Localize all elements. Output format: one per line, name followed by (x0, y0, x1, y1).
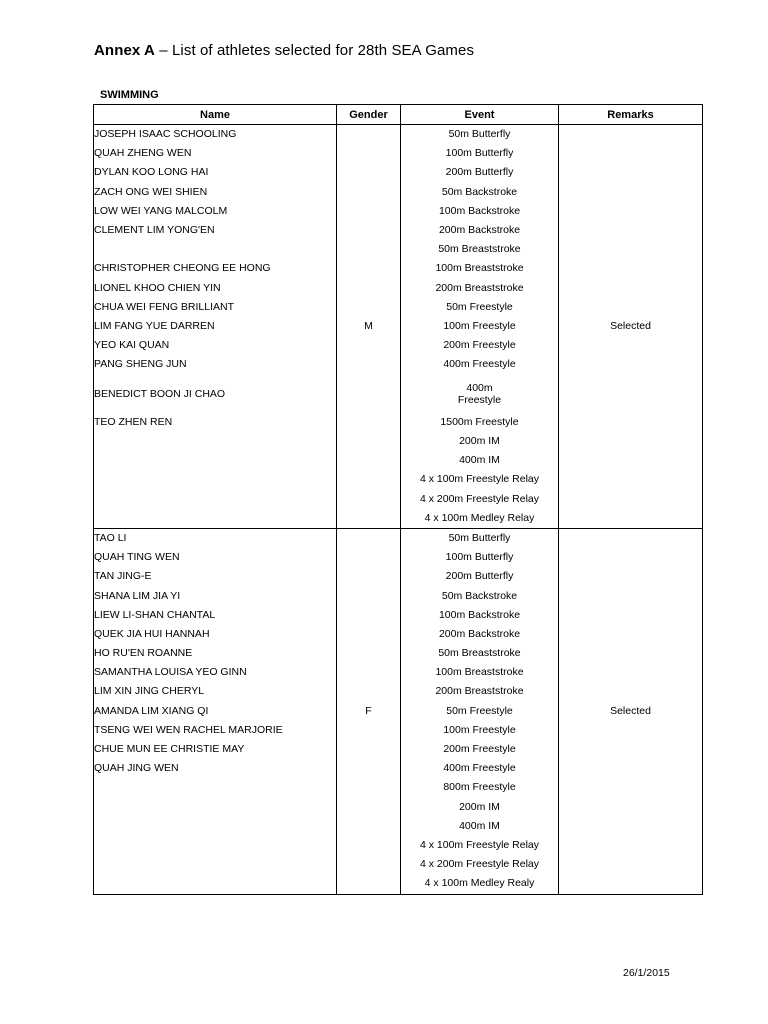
athlete-name: LOW WEI YANG MALCOLM (94, 204, 228, 217)
event-item: 50m Breaststroke (438, 647, 521, 660)
athlete-name: PANG SHENG JUN (94, 358, 187, 371)
athlete-name: QUEK JIA HUI HANNAH (94, 627, 210, 640)
athlete-name: DYLAN KOO LONG HAI (94, 166, 209, 179)
annex-label: Annex A (94, 42, 155, 59)
event-item (401, 374, 558, 412)
table-header-row (94, 105, 703, 125)
event-item: 200m IM (459, 800, 500, 813)
section-label: SWIMMING (100, 89, 159, 101)
event-label: 400m Freestyle (457, 381, 502, 406)
event-item: 100m Butterfly (445, 147, 514, 160)
title-text: – List of athletes selected for 28th SEA Games (155, 42, 475, 59)
event-item: 1500m Freestyle (440, 415, 519, 428)
column-header-name: Name (94, 105, 337, 125)
event-item: 100m Breaststroke (435, 262, 524, 275)
event-item: 100m Freestyle (443, 319, 516, 332)
event-item: 4 x 100m Freestyle Relay (419, 838, 540, 851)
column-header-remarks: Remarks (559, 105, 703, 125)
event-item: 400m IM (459, 454, 500, 467)
athlete-name: SHANA LIM JIA YI (94, 589, 181, 602)
athlete-name: QUAH ZHENG WEN (94, 147, 192, 160)
event-item: 200m Butterfly (445, 570, 514, 583)
event-item: 100m Breaststroke (435, 666, 524, 679)
event-item: 800m Freestyle (443, 781, 516, 794)
event-item: 200m Backstroke (438, 223, 521, 236)
event-item: 50m Butterfly (448, 128, 511, 140)
footer-date: 26/1/2015 (623, 967, 670, 979)
athlete-name: TAN JING-E (94, 570, 152, 583)
name-cell (94, 528, 337, 894)
name-cell (94, 125, 337, 529)
remarks-cell: Selected (559, 528, 703, 894)
event-item: 50m Freestyle (446, 300, 513, 313)
athlete-name: CHRISTOPHER CHEONG EE HONG (94, 262, 271, 275)
event-item: 100m Freestyle (443, 723, 516, 736)
athlete-name: YEO KAI QUAN (94, 339, 170, 352)
event-item: 4 x 200m Freestyle Relay (419, 492, 540, 505)
athlete-name: SAMANTHA LOUISA YEO GINN (94, 666, 247, 679)
athlete-name (94, 240, 336, 259)
athlete-name: ZACH ONG WEI SHIEN (94, 185, 208, 198)
event-item: 400m Freestyle (443, 762, 516, 775)
athlete-name: QUAH JING WEN (94, 762, 179, 775)
event-item: 200m Freestyle (443, 743, 516, 756)
gender-cell: M (337, 125, 401, 529)
athlete-name: BENEDICT BOON JI CHAO (94, 387, 226, 400)
document-title (94, 42, 474, 59)
event-item: 200m Backstroke (438, 627, 521, 640)
athlete-name: LIM XIN JING CHERYL (94, 685, 205, 698)
athlete-name: LIM FANG YUE DARREN (94, 319, 215, 332)
event-item: 4 x 100m Medley Realy (424, 877, 535, 890)
athlete-name: QUAH TING WEN (94, 551, 180, 564)
event-cell (401, 125, 559, 529)
gender-cell: F (337, 528, 401, 894)
event-item: 50m Backstroke (441, 589, 518, 602)
column-header-event: Event (401, 105, 559, 125)
event-item: 200m Freestyle (443, 339, 516, 352)
table-row (94, 125, 703, 529)
event-item: 4 x 100m Medley Relay (424, 511, 535, 524)
event-item: 100m Backstroke (438, 204, 521, 217)
event-item: 200m Butterfly (445, 166, 514, 179)
event-item: 4 x 100m Freestyle Relay (419, 473, 540, 486)
athlete-name: TSENG WEI WEN RACHEL MARJORIE (94, 723, 283, 736)
athlete-name: TEO ZHEN REN (94, 415, 173, 428)
athletes-table (93, 104, 703, 895)
athlete-name: CLEMENT LIM YONG'EN (94, 223, 215, 236)
event-item: 400m IM (459, 819, 500, 832)
athlete-name: CHUA WEI FENG BRILLIANT (94, 300, 235, 313)
event-item: 50m Breaststroke (438, 243, 521, 256)
event-item: 100m Backstroke (438, 608, 521, 621)
event-cell (401, 528, 559, 894)
athlete-name: CHUE MUN EE CHRISTIE MAY (94, 743, 245, 756)
remarks-cell: Selected (559, 125, 703, 529)
event-item: 4 x 200m Freestyle Relay (419, 858, 540, 871)
athlete-name: LIEW LI-SHAN CHANTAL (94, 608, 216, 621)
athlete-name: HO RU'EN ROANNE (94, 647, 193, 660)
table-row (94, 528, 703, 894)
event-item: 50m Freestyle (446, 704, 513, 717)
event-item: 50m Backstroke (441, 185, 518, 198)
table-body (94, 125, 703, 895)
event-item: 50m Butterfly (448, 531, 511, 544)
athlete-name: LIONEL KHOO CHIEN YIN (94, 281, 221, 294)
athlete-name: AMANDA LIM XIANG QI (94, 704, 209, 717)
event-item: 200m Breaststroke (435, 281, 524, 294)
athlete-name: JOSEPH ISAAC SCHOOLING (94, 128, 237, 140)
event-item: 100m Butterfly (445, 551, 514, 564)
athlete-name: TAO LI (94, 531, 127, 544)
event-item: 200m Breaststroke (435, 685, 524, 698)
column-header-gender: Gender (337, 105, 401, 125)
event-item: 400m Freestyle (443, 358, 516, 371)
event-item: 200m IM (459, 435, 500, 448)
